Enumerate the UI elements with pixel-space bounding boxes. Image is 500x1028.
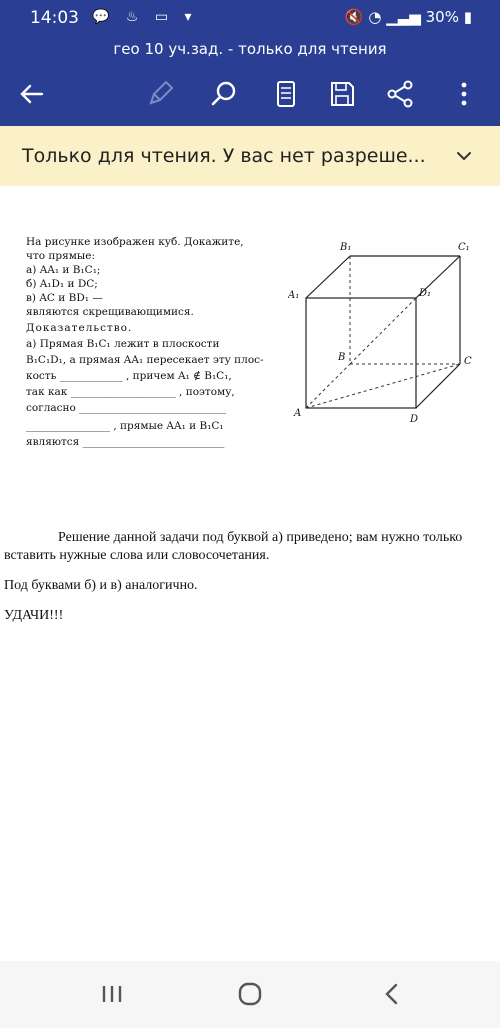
mute-icon: 🔇 [344,8,364,26]
scanned-task [26,236,488,496]
reading-mode-icon[interactable] [266,74,306,114]
read-only-banner[interactable] [0,126,500,186]
task-line: а) AA₁ и B₁C₁; [26,264,101,276]
task-line: кость ____________ , причем A₁ ∉ B₁C₁, [26,370,232,382]
label-a1: A₁ [288,290,300,301]
task-line: являются скрещивающимися. [26,306,194,318]
task-line: являются ___________________________ [26,436,225,448]
save-icon[interactable] [322,74,362,114]
cube-edge [306,256,350,298]
signal-icon: ▁▃▅ [386,8,421,26]
toolbar [0,62,500,126]
label-c: C [464,356,472,367]
task-line: B₁C₁D₁, а прямая AA₁ пересекает эту плос- [26,354,264,366]
search-icon[interactable] [204,74,244,114]
cube-hidden-edge [306,364,350,408]
status-right [345,8,472,26]
label-d: D [410,414,419,425]
label-a: A [294,408,302,419]
cube-diagonal-ac [306,364,460,408]
task-line: так как ____________________ , поэтому, [26,386,235,398]
notification-icons: 💬 ♨ ▭ ▾ [92,9,198,25]
status-bar [0,0,500,36]
cube-diagonal-bd1 [350,298,416,364]
back-icon[interactable] [372,979,412,1009]
document-page [0,186,500,961]
chevron-down-icon[interactable] [454,146,474,166]
instruction-line-3: Под буквами б) и в) аналогично. [4,578,198,593]
recent-apps-icon[interactable] [92,979,132,1009]
pencil-icon[interactable] [140,74,180,114]
task-line: согласно ____________________________ [26,402,227,414]
task-line: ________________ , прямые AA₁ и B₁C₁ [26,420,224,432]
label-b1: B₁ [340,242,352,253]
battery-percent: 30% [425,8,459,26]
cube-diagram [288,236,488,426]
task-line: а) Прямая B₁C₁ лежит в плоскости [26,338,220,350]
task-line: что прямые: [26,250,96,262]
share-icon[interactable] [380,74,420,114]
task-line: в) AC и BD₁ — [26,292,103,304]
cube-edge [416,364,460,408]
task-line: б) A₁D₁ и DC; [26,278,98,290]
instruction-line-2: вставить нужные слова или словосочетания. [4,548,270,563]
more-icon[interactable] [444,74,484,114]
wifi-icon: ◔ [368,8,382,26]
document-title: гео 10 уч.зад. - только для чтения [0,36,500,62]
label-d1: D₁ [419,288,432,299]
battery-icon: ▮ [463,8,472,26]
cube-front-face [306,298,416,408]
back-arrow-icon[interactable] [12,74,52,114]
task-line: На рисунке изображен куб. Докажите, [26,236,244,248]
task-line: Доказательство. [26,322,133,334]
home-icon[interactable] [230,979,270,1009]
status-time: 14:03 [30,8,79,28]
label-c1: C₁ [458,242,470,253]
instruction-line-4: УДАЧИ!!! [4,608,64,623]
instruction-line-1: Решение данной задачи под буквой а) приведено; вам нужно только [58,530,463,545]
label-b: B [338,352,346,363]
banner-text: Только для чтения. У вас нет разреше... [22,145,426,167]
system-nav-bar [0,961,500,1028]
